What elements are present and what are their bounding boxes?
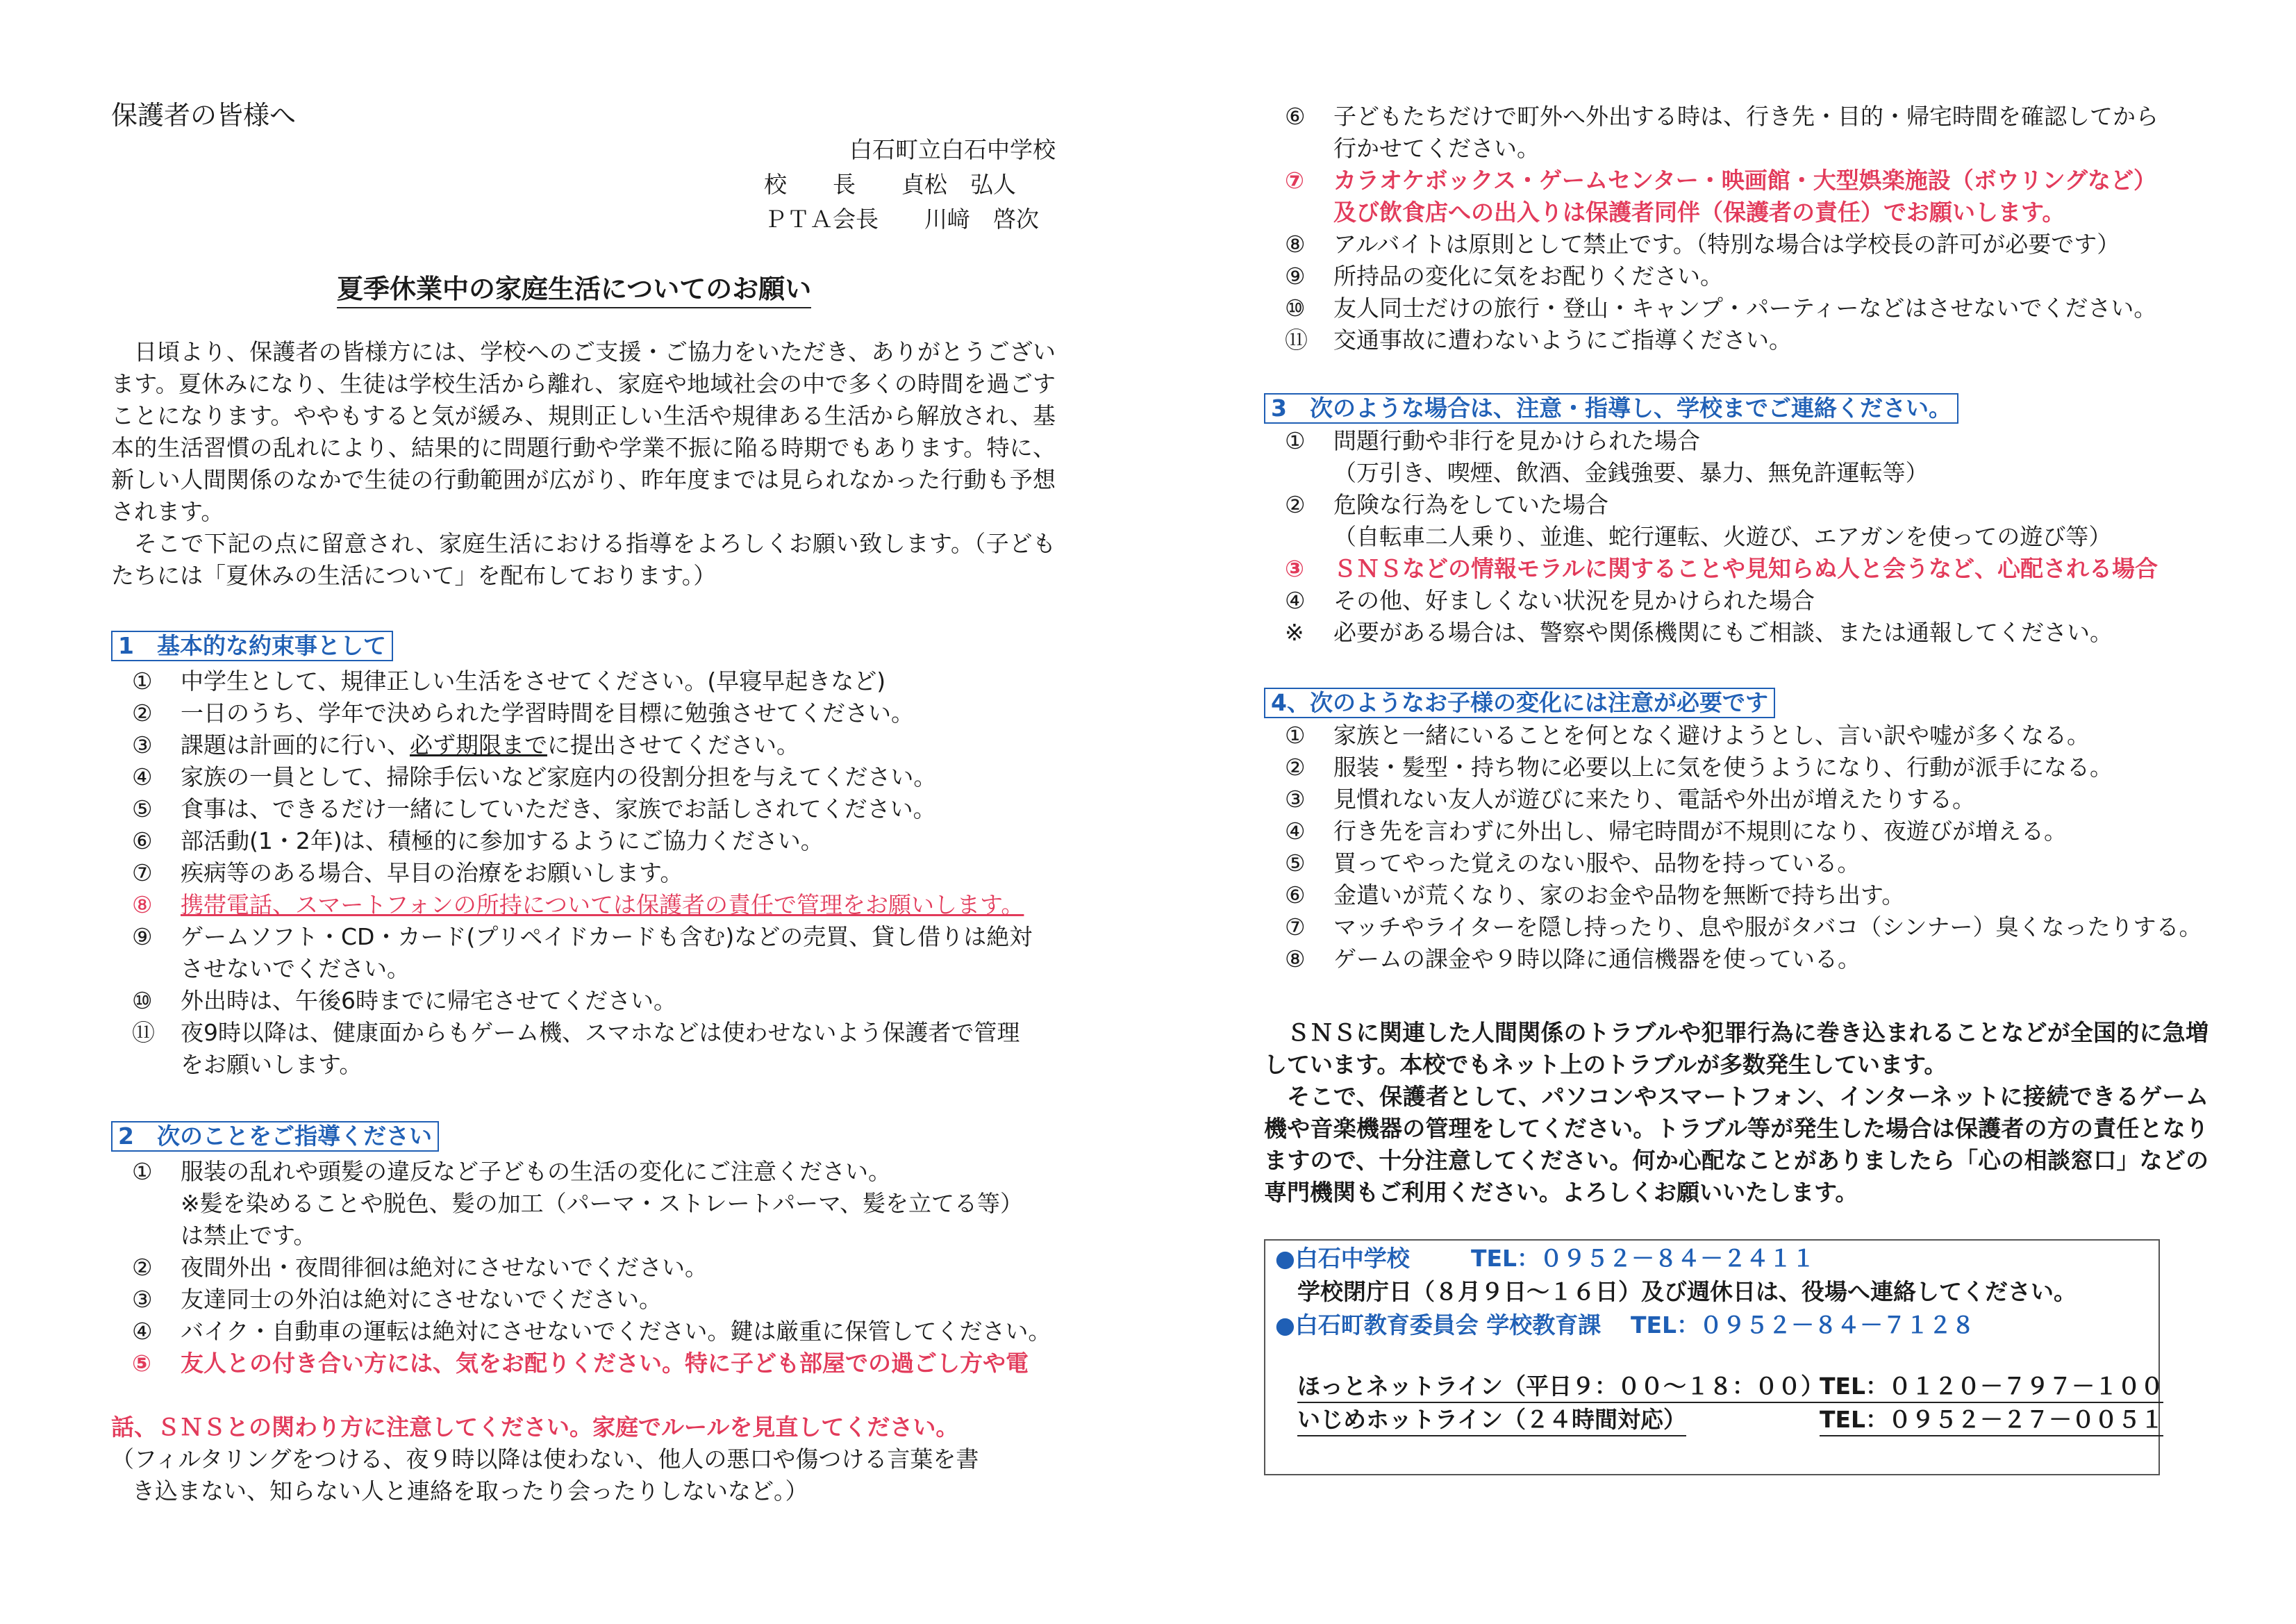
list-item: ③ 課題は計画的に行い、必ず期限までに提出させてください。 [132,731,799,759]
list-item: ① 服装の乱れや頭髪の違反など子どもの生活の変化にご注意ください。 ※髪を染めることや脱色、髪の加工（パーマ・ストレートパーマ、髪を立てる等） は禁止です。 [132,1158,1024,1249]
hotline-ijime-tel: TEL：０９５２－２７－００５１ [1820,1405,2163,1436]
section-3-heading: 3 次のような場合は、注意・指導し、学校までご連絡ください。 [1264,393,1958,424]
list-item: ① 中学生として、規律正しい生活をさせてください。(早寝早起きなど) [132,668,886,695]
contact-board-name: ●白石町教育委員会 学校教育課 [1275,1311,1602,1339]
list-item: ④ 家族の一員として、掃除手伝いなど家庭内の役割分担を与えてください。 [132,763,937,790]
section-2-item5-continued: 話、ＳＮＳとの関わり方に注意してください。家庭でルールを見直してください。 [111,1414,959,1441]
list-item-highlight: ③ ＳＮＳなどの情報モラルに関することや見知らぬ人と会うなど、心配される場合 [1285,555,2158,582]
list-item: ① 問題行動や非行を見かけられた場合 （万引き、喫煙、飲酒、金銭強要、暴力、無免許運転等） [1285,427,1929,486]
list-item: ② 夜間外出・夜間徘徊は絶対にさせないでください。 [132,1254,708,1281]
section-2-list-continued [1264,101,2222,356]
contact-school-tel: TEL：０９５２－８４－２４１１ [1471,1245,1815,1272]
principal-signature: 校 長 貞松 弘人 [764,171,1016,198]
section-2-list [111,1156,1070,1379]
intro-paragraph-2: そこで下記の点に留意され、家庭生活における指導をよろしくお願い致します。（子どもたちには「夏休みの生活について」を配布しております。） [111,530,1056,589]
section-3-list [1264,425,2222,649]
list-item: ⑤ 買ってやった覚えのない服や、品物を持っている。 [1285,850,1861,877]
list-item: ⑩ 外出時は、午後6時までに帰宅させてください。 [132,987,676,1014]
pta-signature: ＰＴＡ会長 川﨑 啓次 [764,206,1039,233]
list-item: ⑤ 食事は、できるだけ一緒にしていただき、家族でお話しされてください。 [132,795,936,822]
list-item: ② 一日のうち、学年で決められた学習時間を目標に勉強させてください。 [132,699,914,727]
list-item: ④ 行き先を言わずに外出し、帰宅時間が不規則になり、夜遊びが増える。 [1285,818,2067,845]
hotline-ijime-label: いじめホットライン（２４時間対応） [1297,1405,1686,1436]
intro-paragraph-1: 日頃より、保護者の皆様方には、学校へのご支援・ご協力をいただき、ありがとうございます。夏休みになり、生徒は学校生活から離れ、家庭や地域社会の中で多くの時間を過ごすことになります。ややもすると気が緩み、規則正しい生活や規律ある生活から解放され、基本的生活習慣の乱れにより、結果的に問題行動や学業不振に陥る時期でもあります。特に、新しい人間関係のなかで生徒の行動範囲が広がり、昨年度までは見られなかった行動も予想されます。 [111,338,1056,525]
list-item-highlight: ⑧ 携帯電話、スマートフォンの所持については保護者の責任で管理をお願いします。 [132,891,1024,918]
salutation: 保護者の皆様へ [111,100,297,131]
contact-closed-days: 学校閉庁日（８月９日～１６日）及び週休日は、役場へ連絡してください。 [1297,1278,2077,1305]
contact-box [1264,1239,2164,1475]
list-item: ⑧ アルバイトは原則として禁止です。（特別な場合は学校長の許可が必要です） [1285,231,2120,258]
list-item: ③ 見慣れない友人が遊びに来たり、電話や外出が増えたりする。 [1285,786,1975,813]
closing-text [1264,1017,2208,1209]
list-item: ① 家族と一緒にいることを何となく避けようとし、言い訳や嘘が多くなる。 [1285,722,2090,749]
list-item: ※ 必要がある場合は、警察や関係機関にもご相談、または通報してください。 [1285,619,2113,646]
list-item-highlight: ⑦ カラオケボックス・ゲームセンター・映画館・大型娯楽施設（ボウリングなど） 及び飲食店への出入りは保護者同伴（保護者の責任）でお願いします。 [1285,167,2157,226]
closing-paragraph-1: ＳＮＳに関連した人間関係のトラブルや犯罪行為に巻き込まれることなどが全国的に急増しています。本校でもネット上のトラブルが多数発生しています。 [1264,1019,2208,1078]
section-4-heading: 4、次のようなお子様の変化には注意が必要です [1264,688,1775,718]
list-item: ⑦ マッチやライターを隠し持ったり、息や服がタバコ（シンナー）臭くなったりする。 [1285,913,2202,941]
list-item: ⑪ 夜9時以降は、健康面からもゲーム機、スマホなどは使わせないよう保護者で管理 をお願いします。 [132,1019,1020,1078]
list-item: ⑨ ゲームソフト・CD・カード(プリペイドカードも含む)などの売買、貸し借りは絶対 させないでください。 [132,923,1033,982]
section-2-heading: 2 次のことをご指導ください [111,1121,439,1152]
closing-paragraph-2: そこで、保護者として、パソコンやスマートフォン、インターネットに接続できるゲーム機や音楽機器の管理をしてください。トラブル等が発生した場合は保護者の方の責任となりますので、十分注意してください。何か心配なことがありましたら「心の相談窓口」などの専門機関もご利用ください。よろしくお願いいたします。 [1264,1083,2208,1206]
list-item: ② 服装・髪型・持ち物に必要以上に気を使うようになり、行動が派手になる。 [1285,754,2113,781]
section-1-list [111,665,1070,1081]
list-item: ③ 友達同士の外泊は絶対にさせないでください。 [132,1286,662,1313]
list-item: ④ その他、好ましくない状況を見かけられた場合 [1285,587,1815,614]
contact-school-name: ●白石中学校 [1275,1245,1410,1272]
list-item: ⑥ 金遣いが荒くなり、家のお金や品物を無断で持ち出す。 [1285,881,1905,909]
hotline-net-label: ほっとネットライン（平日９：００～１８：００） [1297,1371,1824,1403]
list-item: ⑦ 疾病等のある場合、早目の治療をお願いします。 [132,859,683,886]
list-item: ④ バイク・自動車の運転は絶対にさせないでください。鍵は厳重に保管してください。 [132,1318,1051,1345]
section-2-note-line-1: （フィルタリングをつける、夜９時以降は使わない、他人の悪口や傷つける言葉を書 [111,1445,979,1473]
list-item: ⑩ 友人同士だけの旅行・登山・キャンプ・パーティーなどはさせないでください。 [1285,295,2157,322]
section-1-heading: 1 基本的な約束事として [111,631,393,661]
document-title: 夏季休業中の家庭生活についてのお願い [337,267,811,308]
section-2-note-line-2: き込まない、知らない人と連絡を取ったり会ったりしないなど。） [132,1477,808,1505]
contact-board-tel: TEL：０９５２－８４－７１２８ [1631,1311,1975,1339]
list-item: ⑨ 所持品の変化に気をお配りください。 [1285,263,1723,290]
list-item: ⑥ 子どもたちだけで町外へ外出する時は、行き先・目的・帰宅時間を確認してから 行かせてください。 [1285,103,2158,162]
school-name: 白石町立白石中学校 [849,136,1056,163]
section-4-list [1264,720,2222,975]
list-item-highlight: ⑤ 友人との付き合い方には、気をお配りください。特に子ども部屋での過ごし方や電 [132,1350,1029,1377]
list-item: ⑥ 部活動(1・2年)は、積極的に参加するようにご協力ください。 [132,827,824,854]
intro-text [111,336,1056,592]
list-item: ⑧ ゲームの課金や９時以降に通信機器を使っている。 [1285,945,1861,972]
hotline-net-tel: TEL：０１２０－７９７－１００ [1820,1371,2163,1403]
list-item: ⑪ 交通事故に遭わないようにご指導ください。 [1285,326,1792,354]
list-item: ② 危険な行為をしていた場合 （自転車二人乗り、並進、蛇行運転、火遊び、エアガンを使っての遊び等） [1285,491,2112,550]
